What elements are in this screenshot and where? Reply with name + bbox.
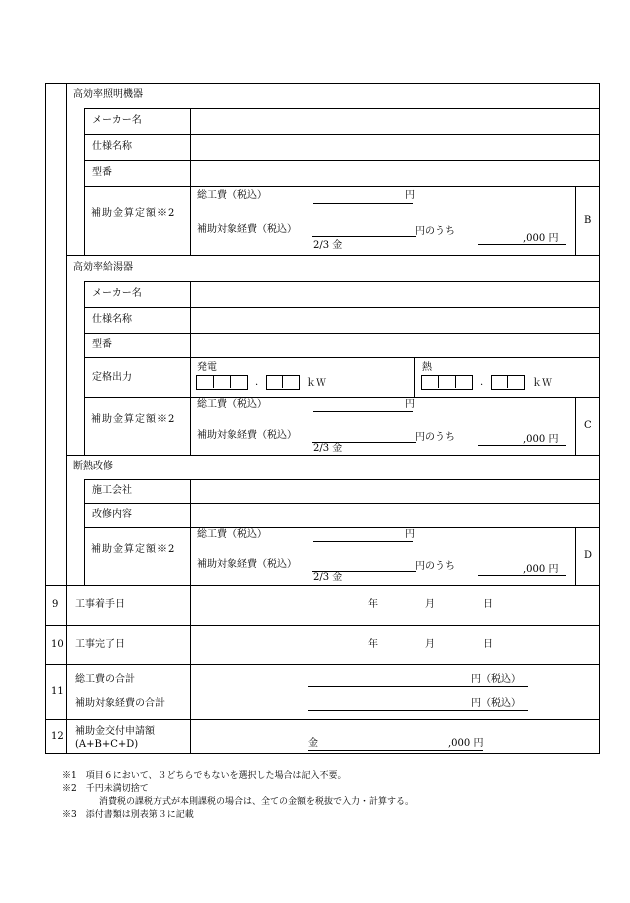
lighting-model-field[interactable] [191, 161, 574, 185]
start-date-field[interactable] [191, 586, 599, 624]
water-heater-letter: C [584, 420, 592, 431]
lighting-spec-label: 仕様名称 [92, 141, 132, 152]
insulation-content-field[interactable] [191, 504, 574, 526]
power-label: 発電 [197, 362, 217, 373]
lighting-total-cost-label: 総工費（税込） [197, 190, 267, 201]
lighting-spec-field[interactable] [191, 135, 574, 159]
insulation-total-cost-field[interactable] [313, 541, 413, 542]
power-decimal-boxes[interactable] [266, 375, 300, 390]
note-2: ※2 千円未満切捨て [62, 784, 149, 794]
lighting-eligible-label: 補助対象経費（税込） [197, 224, 297, 235]
row10-label: 工事完了日 [75, 639, 125, 650]
note-1: ※1 項目６において、３どちらでもないを選択した場合は記入不要。 [62, 771, 347, 781]
lighting-maker-field[interactable] [191, 109, 574, 133]
total-cost-sum-label: 総工費の合計 [75, 674, 135, 685]
water-heater-total-cost-label: 総工費（税込） [197, 399, 267, 410]
lighting-title: 高効率照明機器 [73, 89, 143, 100]
row10-number: 10 [51, 639, 64, 650]
insulation-company-field[interactable] [191, 480, 574, 502]
subsidy-application-label: 補助金交付申請額 [75, 726, 155, 737]
insulation-letter: D [584, 550, 593, 561]
subsidy-formula-label: (A+B+C+D) [75, 739, 139, 750]
lighting-maker-label: メーカー名 [92, 115, 142, 126]
rated-output-label: 定格出力 [92, 372, 132, 383]
note-3: ※3 添付書類は別表第３に記載 [62, 810, 194, 820]
row9-number: 9 [52, 599, 59, 610]
subsidy-application-field[interactable] [308, 750, 483, 751]
end-date-field[interactable] [191, 626, 599, 663]
insulation-content-label: 改修内容 [92, 509, 132, 520]
water-heater-title: 高効率給湯器 [73, 262, 133, 273]
row9-label: 工事着手日 [75, 599, 125, 610]
lighting-subsidy-label: 補助金算定額※2 [91, 208, 176, 219]
note-2-detail: 消費税の課税方式が本則課税の場合は、全ての金額を税抜で入力・計算する。 [99, 797, 415, 807]
insulation-title: 断熱改修 [73, 461, 113, 472]
lighting-total-cost-field[interactable] [313, 203, 413, 204]
insulation-total-cost-label: 総工費（税込） [197, 529, 267, 540]
lighting-eligible-field[interactable] [312, 236, 416, 237]
power-integer-boxes[interactable] [196, 375, 248, 390]
insulation-subsidy-label: 補助金算定額※2 [91, 544, 176, 555]
heat-decimal-boxes[interactable] [491, 375, 525, 390]
eligible-cost-sum-label: 補助対象経費の合計 [75, 698, 165, 709]
lighting-letter: B [584, 215, 592, 226]
heat-label: 熱 [422, 362, 432, 373]
water-heater-maker-field[interactable] [191, 282, 574, 306]
eligible-cost-sum-field[interactable] [308, 710, 528, 711]
water-heater-model-field[interactable] [191, 334, 574, 356]
insulation-eligible-label: 補助対象経費（税込） [197, 559, 297, 570]
water-heater-spec-label: 仕様名称 [92, 314, 132, 325]
water-heater-maker-label: メーカー名 [92, 288, 142, 299]
water-heater-spec-field[interactable] [191, 308, 574, 332]
water-heater-eligible-label: 補助対象経費（税込） [197, 430, 297, 441]
row11-number: 11 [51, 686, 64, 697]
heat-integer-boxes[interactable] [421, 375, 473, 390]
row12-number: 12 [51, 731, 64, 742]
insulation-company-label: 施工会社 [92, 485, 132, 496]
water-heater-model-label: 型番 [92, 339, 112, 350]
total-cost-sum-field[interactable] [308, 686, 528, 687]
water-heater-total-cost-field[interactable] [313, 411, 413, 412]
water-heater-subsidy-label: 補助金算定額※2 [91, 414, 176, 425]
lighting-model-label: 型番 [92, 167, 112, 178]
